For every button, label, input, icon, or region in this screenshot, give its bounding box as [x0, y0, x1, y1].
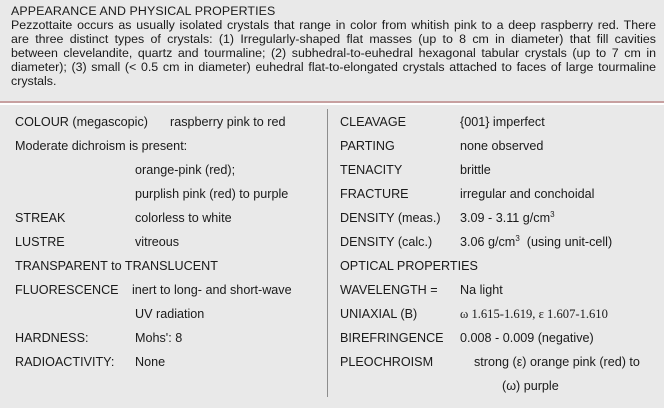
- density-calculated-note: (using unit-cell): [526, 235, 613, 249]
- birefringence-label: BIREFRINGENCE: [340, 331, 444, 345]
- colour-label: COLOUR (megascopic): [15, 115, 148, 129]
- density-measured-number: 3.09 - 3.11 g/cm: [460, 211, 551, 225]
- streak-label: STREAK: [15, 211, 66, 225]
- pleochroism-label: PLEOCHROISM: [340, 355, 434, 369]
- uniaxial-value: ω 1.615-1.619, ε 1.607-1.610: [460, 307, 608, 321]
- fracture-value: irregular and conchoidal: [460, 187, 595, 201]
- radioactivity-value: None: [135, 355, 166, 369]
- density-measured-exponent: 3: [550, 210, 555, 219]
- description-paragraph: Pezzottaite occurs as usually isolated crystals that range in color from whitish pink to a deep raspberry red. There are three distinct types of crystals: (1) Irregularly-shaped flat masses (up to 8 cm in diameter) that fill cavities between clevelandite, quartz and tourmaline; (2) subhedral-to-euhedral hexagonal tabular crystals (up to 7 cm in diameter); (3) small (< 0.5 cm in diameter) euhedral flat-to-elongated crystals attached to faces of large tourmaline crystals.: [11, 18, 656, 88]
- radioactivity-label: RADIOACTIVITY:: [15, 355, 115, 369]
- tenacity-label: TENACITY: [340, 163, 403, 177]
- density-calculated-value: [460, 232, 612, 252]
- lustre-label: LUSTRE: [15, 235, 65, 249]
- hardness-value: Mohs': 8: [135, 331, 183, 345]
- fluorescence-value: inert to long- and short-wave: [132, 283, 292, 297]
- lustre-value: vitreous: [135, 235, 180, 249]
- wavelength-value: Na light: [460, 283, 503, 297]
- cleavage-value: {001} imperfect: [460, 115, 545, 129]
- fluorescence-uv: UV radiation: [135, 307, 205, 321]
- density-measured-label: DENSITY (meas.): [340, 211, 441, 225]
- streak-value: colorless to white: [135, 211, 232, 225]
- pleochroism-value: strong (ε) orange pink (red) to: [474, 355, 640, 369]
- hardness-label: HARDNESS:: [15, 331, 89, 345]
- colour-value: raspberry pink to red: [170, 115, 286, 129]
- uniaxial-label: UNIAXIAL (B): [340, 307, 418, 321]
- dichroism-label: Moderate dichroism is present:: [15, 139, 188, 153]
- parting-label: PARTING: [340, 139, 395, 153]
- density-measured-value: [460, 208, 555, 228]
- optical-properties-label: OPTICAL PROPERTIES: [340, 259, 478, 273]
- parting-value: none observed: [460, 139, 544, 153]
- section-title: APPEARANCE AND PHYSICAL PROPERTIES: [11, 4, 276, 18]
- fluorescence-label: FLUORESCENCE: [15, 283, 119, 297]
- fracture-label: FRACTURE: [340, 187, 409, 201]
- transparency-label: TRANSPARENT to TRANSLUCENT: [15, 259, 218, 273]
- tenacity-value: brittle: [460, 163, 491, 177]
- column-divider: [327, 109, 328, 397]
- birefringence-value: 0.008 - 0.009 (negative): [460, 331, 594, 345]
- cleavage-label: CLEAVAGE: [340, 115, 407, 129]
- dichroism-color-1: orange-pink (red);: [135, 163, 236, 177]
- density-calculated-exponent: 3: [515, 234, 520, 243]
- appearance-header: [0, 0, 664, 103]
- density-calculated-number: 3.06 g/cm: [460, 235, 516, 249]
- wavelength-label: WAVELENGTH =: [340, 283, 438, 297]
- pleochroism-omega: (ω) purple: [502, 379, 559, 393]
- dichroism-color-2: purplish pink (red) to purple: [135, 187, 289, 201]
- density-calculated-label: DENSITY (calc.): [340, 235, 433, 249]
